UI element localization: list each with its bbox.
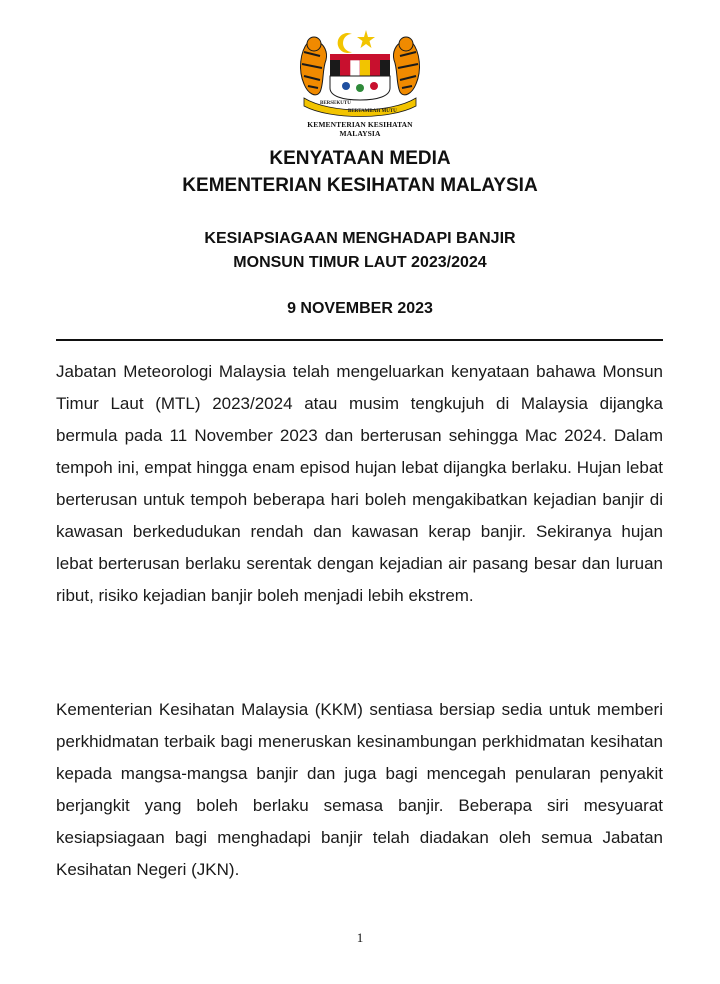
svg-text:BERSEKUTU: BERSEKUTU [320, 101, 351, 106]
page-number: 1 [356, 930, 364, 945]
svg-text:BERTAMBAH MUTU: BERTAMBAH MUTU [348, 109, 397, 114]
header-title: KENYATAAN MEDIA [269, 148, 451, 169]
coat-of-arms-icon [290, 22, 430, 118]
crest [290, 22, 430, 138]
subject-line-2: MONSUN TIMUR LAUT 2023/2024 [233, 254, 487, 271]
header-divider [56, 339, 663, 341]
crest-caption: KEMENTERIAN KESIHATAN MALAYSIA [307, 120, 413, 138]
header-ministry: KEMENTERIAN KESIHATAN MALAYSIA [182, 175, 538, 196]
paragraph-2: Kementerian Kesihatan Malaysia (KKM) sentiasa bersiap sedia untuk memberi perkhidmatan terbaik bagi meneruskan kesinambungan perkhidmatan kesihatan kepada mangsa-mangsa banjir dan juga bagi mencegah penularan penyakit berjangkit yang boleh berlaku semasa banjir. Beberapa siri mesyuarat kesiapsiagaan bagi menghadapi banjir telah diadakan oleh semua Jabatan Kesihatan Negeri (JKN). [56, 700, 663, 879]
subject-line-1: KESIAPSIAGAAN MENGHADAPI BANJIR [204, 230, 516, 247]
statement-date: 9 NOVEMBER 2023 [287, 300, 433, 317]
paragraph-1: Jabatan Meteorologi Malaysia telah mengeluarkan kenyataan bahawa Monsun Timur Laut (MTL) 2023/2024 atau musim tengkujuh di Malaysia dijangka bermula pada 11 November 2023 dan berterusan sehingga Mac 2024. Dalam tempoh ini, empat hingga enam episod hujan lebat dijangka berlaku. Hujan lebat berterusan untuk tempoh beberapa hari boleh mengakibatkan kejadian banjir di kawasan berkedudukan rendah dan kawasan kerap banjir. Sekiranya hujan lebat berterusan berlaku serentak dengan kejadian air pasang besar dan luruan ribut, risiko kejadian banjir boleh menjadi lebih ekstrem. [56, 362, 663, 605]
